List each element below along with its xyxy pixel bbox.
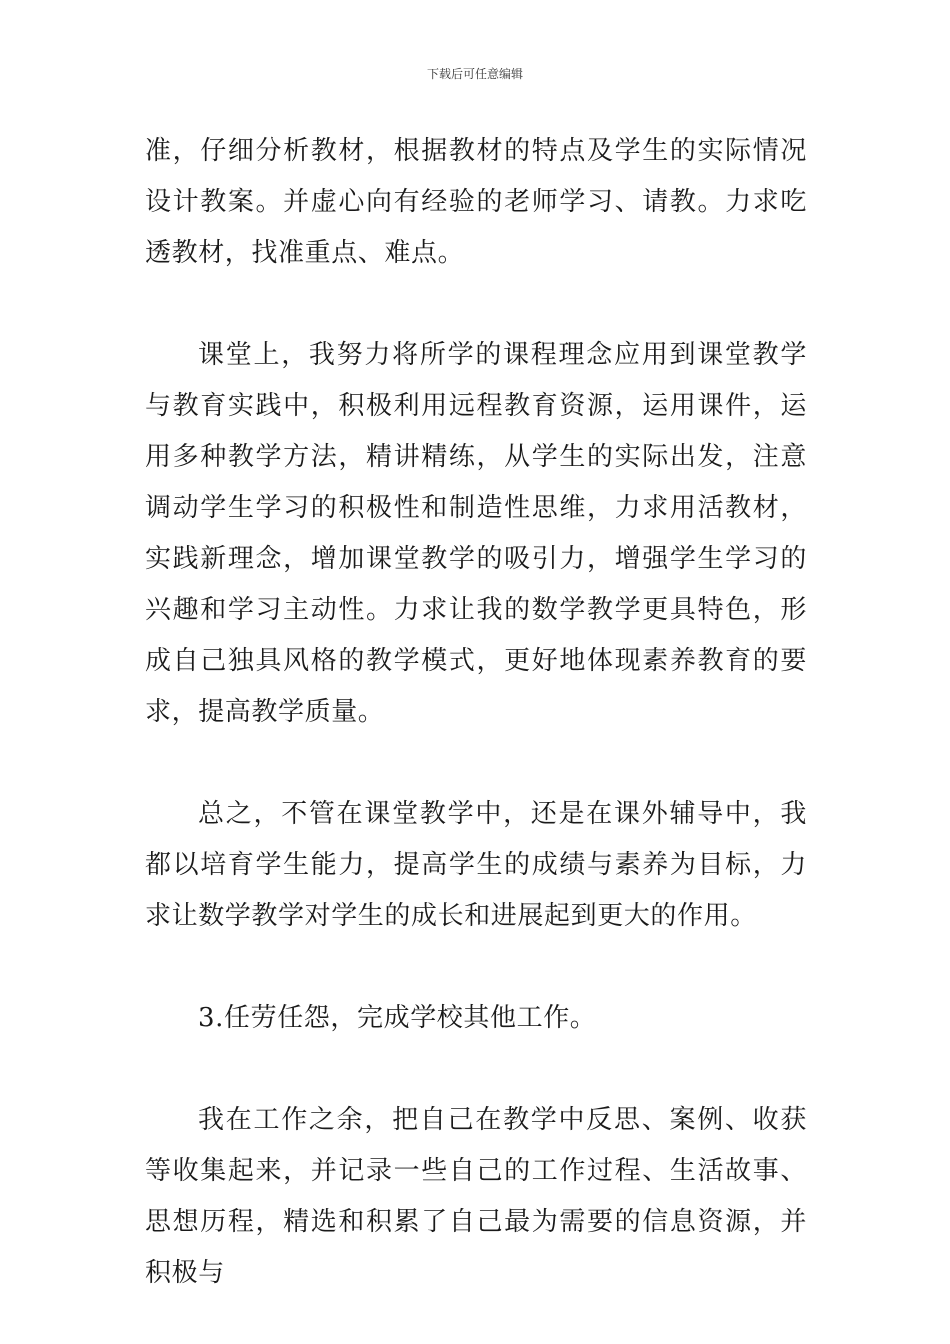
paragraph-summary: 总之，不管在课堂教学中，还是在课外辅导中，我都以培育学生能力，提高学生的成绩与素养为目标，力求让数学教学对学生的成长和进展起到更大的作用。 bbox=[145, 799, 807, 931]
page-header: 下载后可任意编辑 bbox=[426, 67, 523, 81]
paragraph-classroom: 课堂上，我努力将所学的课程理念应用到课堂教学与教育实践中，积极利用远程教育资源，运用课件，运用多种教学方法，精讲精练，从学生的实际出发，注意调动学生学习的积极性和制造性思维，力求用活教材，实践新理念，增加课堂教学的吸引力，增强学生学习的兴趣和学习主动性。力求让我的数学教学更具特色，形成自己独具风格的教学模式，更好地体现素养教育的要求，提高教学质量。 bbox=[145, 340, 807, 727]
section-heading-3: 3.任劳任怨，完成学校其他工作。 bbox=[198, 1003, 597, 1033]
paragraph-after-work: 我在工作之余，把自己在教学中反思、案例、收获等收集起来，并记录一些自己的工作过程、生活故事、思想历程，精选和积累了自己最为需要的信息资源，并积极与 bbox=[145, 1105, 807, 1288]
document-body bbox=[145, 126, 807, 1299]
paragraph-continuation: 准，仔细分析教材，根据教材的特点及学生的实际情况设计教案。并虚心向有经验的老师学习、请教。力求吃透教材，找准重点、难点。 bbox=[145, 136, 807, 268]
